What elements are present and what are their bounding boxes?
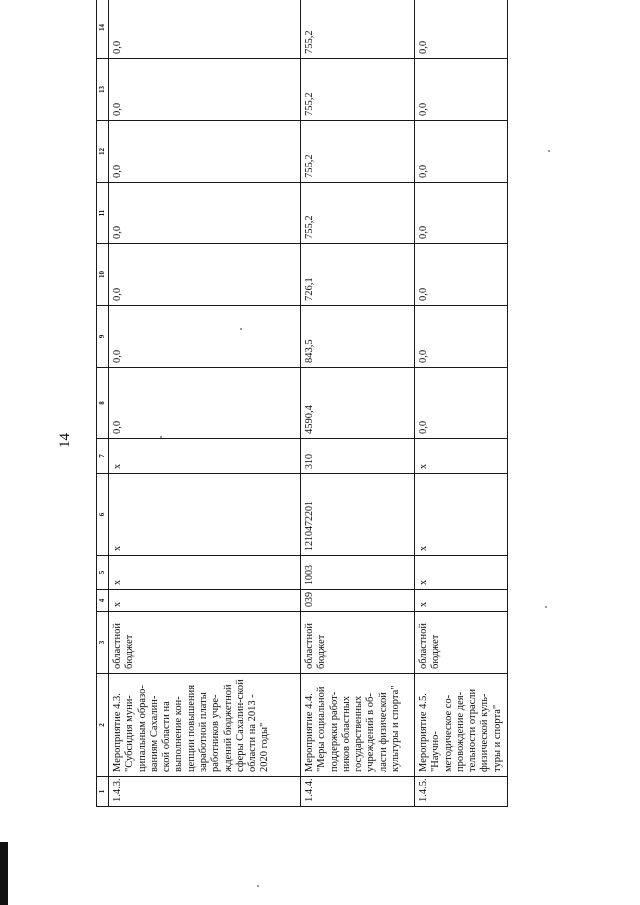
scan-speck xyxy=(160,436,162,438)
table-wrapper xyxy=(96,17,503,807)
cell-col8: 4590,4 xyxy=(301,368,415,439)
cell-col7: х xyxy=(109,439,301,474)
header-cell: 14 xyxy=(97,0,109,59)
header-cell: 5 xyxy=(97,556,109,590)
cell-col5: 1003 xyxy=(301,556,415,590)
cell-col6: х xyxy=(109,474,301,556)
header-cell: 8 xyxy=(97,368,109,439)
cell-col9: 0,0 xyxy=(415,306,508,368)
header-cell: 2 xyxy=(97,674,109,777)
measure-name-text: Мероприятие 4.3. "Субсидия муни-ципальным образо-ваниям Сахалин-ской области на выполнение кон-цепции повышения заработной платы работников учре-ждений бюджетной сферы Сахалин-ской области на 2013 - 2020 годы" xyxy=(112,679,271,772)
cell-col6: 1210472201 xyxy=(301,474,415,556)
cell-col5: х xyxy=(109,556,301,590)
scan-speck xyxy=(240,328,242,330)
row-number: 1.4.4. xyxy=(301,777,415,807)
cell-col14: 755,2 xyxy=(301,0,415,59)
row-number: 1.4.3. xyxy=(109,777,301,807)
row-number: 1.4.5. xyxy=(415,777,508,807)
cell-col4: 039 xyxy=(301,590,415,612)
funding-source: областной бюджет xyxy=(415,612,508,674)
cell-col11: 0,0 xyxy=(109,183,301,244)
cell-col9: 843,5 xyxy=(301,306,415,368)
scan-speck xyxy=(257,885,259,887)
cell-col13: 0,0 xyxy=(109,59,301,121)
table-row xyxy=(301,0,415,807)
header-cell: 10 xyxy=(97,244,109,306)
cell-col7: х xyxy=(415,439,508,474)
cell-col8: 0,0 xyxy=(415,368,508,439)
table-row xyxy=(109,0,301,807)
cell-col8: 0,0 xyxy=(109,368,301,439)
measure-name-text: Мероприятие 4.5. "Научно-методическое со-провождение дея-тельности отрасли физической куль-туры и спорта" xyxy=(418,688,503,772)
header-cell: 13 xyxy=(97,59,109,121)
cell-col13: 0,0 xyxy=(415,59,508,121)
header-cell: 6 xyxy=(97,474,109,556)
header-cell: 1 xyxy=(97,777,109,807)
header-cell: 9 xyxy=(97,306,109,368)
scan-speck xyxy=(548,150,550,152)
cell-col7: 310 xyxy=(301,439,415,474)
measure-name-text: Мероприятие 4.4. "Меры социальной поддержки работ-ников областных государственных учреждений в об-ласти физической культуры и спорта" xyxy=(304,685,401,772)
cell-col13: 755,2 xyxy=(301,59,415,121)
cell-col14: 0,0 xyxy=(109,0,301,59)
cell-col10: 726,1 xyxy=(301,244,415,306)
header-cell: 12 xyxy=(97,121,109,183)
funding-source: областной бюджет xyxy=(301,612,415,674)
cell-col12: 0,0 xyxy=(109,121,301,183)
cell-col11: 0,0 xyxy=(415,183,508,244)
cell-col5: х xyxy=(415,556,508,590)
header-cell: 3 xyxy=(97,612,109,674)
cell-col4: х xyxy=(415,590,508,612)
cell-col6: х xyxy=(415,474,508,556)
budget-table xyxy=(96,0,508,807)
cell-col10: 0,0 xyxy=(109,244,301,306)
header-cell: 7 xyxy=(97,439,109,474)
cell-col12: 0,0 xyxy=(415,121,508,183)
measure-name xyxy=(109,674,301,777)
header-row xyxy=(97,0,109,807)
funding-source: областной бюджет xyxy=(109,612,301,674)
header-cell: 11 xyxy=(97,183,109,244)
measure-name xyxy=(301,674,415,777)
cell-col4: х xyxy=(109,590,301,612)
cell-col12: 755,2 xyxy=(301,121,415,183)
table-row xyxy=(415,0,508,807)
measure-name xyxy=(415,674,508,777)
scan-edge-bar xyxy=(0,842,8,905)
scan-speck xyxy=(545,606,547,608)
cell-col10: 0,0 xyxy=(415,244,508,306)
page-number: 14 xyxy=(57,433,73,448)
cell-col14: 0,0 xyxy=(415,0,508,59)
header-cell: 4 xyxy=(97,590,109,612)
cell-col9: 0,0 xyxy=(109,306,301,368)
cell-col11: 755,2 xyxy=(301,183,415,244)
